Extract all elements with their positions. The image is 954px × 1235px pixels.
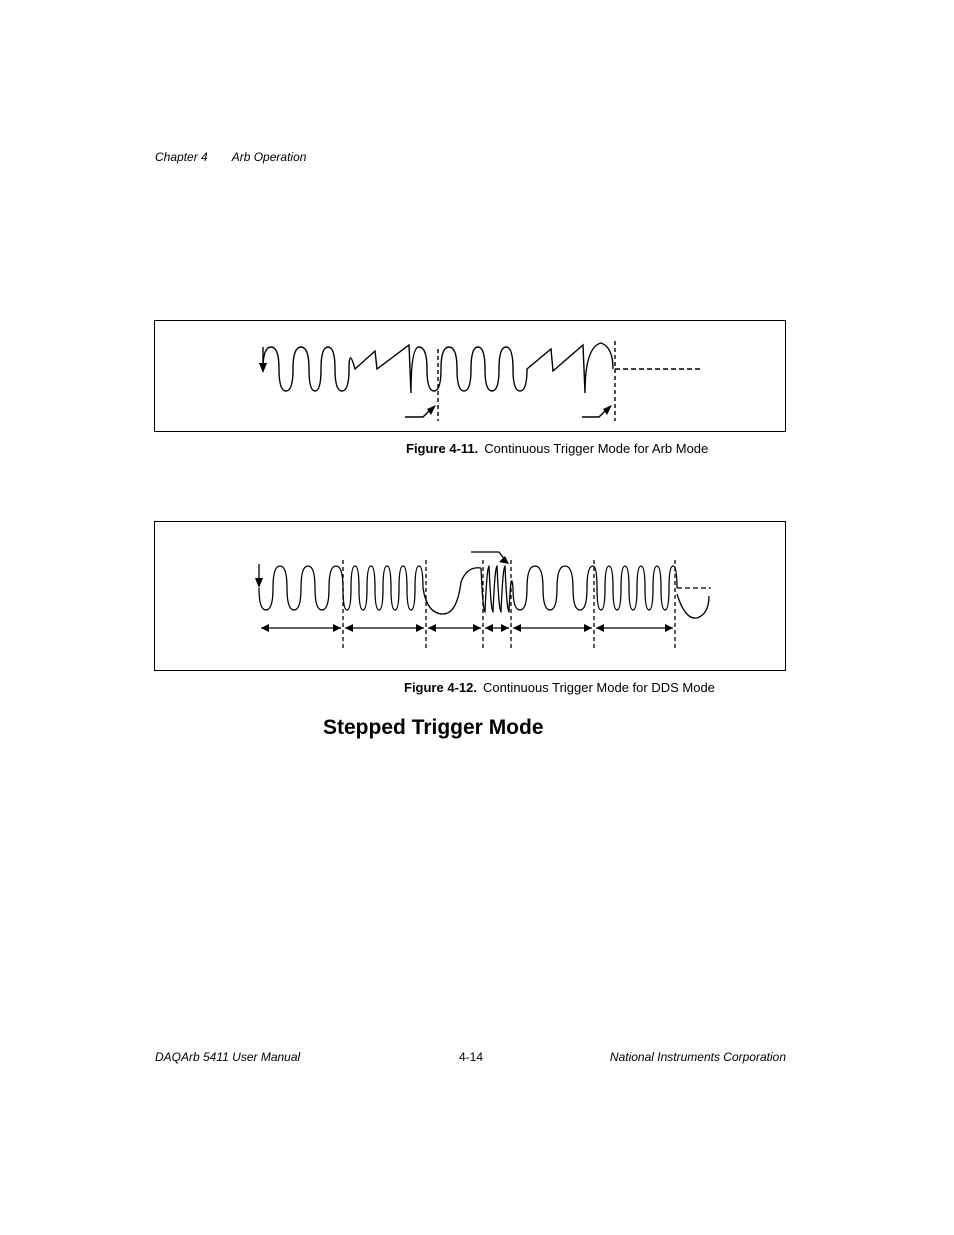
figure-4-11-title: Continuous Trigger Mode for Arb Mode — [484, 441, 709, 456]
waveform-cycle-1 — [263, 345, 434, 393]
segment-low-freq-1 — [259, 566, 343, 610]
waveform-cycle-2 — [434, 343, 613, 393]
segment-low-freq-2 — [513, 566, 593, 610]
trigger-arrowhead-1 — [427, 405, 436, 415]
figure-4-12-diagram — [154, 521, 786, 671]
trigger-arrow-1 — [405, 409, 431, 417]
chapter-label: Chapter 4 — [155, 150, 208, 164]
trigger-arrowhead-2 — [603, 405, 612, 415]
segment-tail — [677, 594, 709, 618]
trigger-arrow-2 — [582, 409, 607, 417]
trigger-arrow — [471, 552, 505, 560]
footer-company: National Instruments Corporation — [609, 1050, 786, 1064]
running-header — [155, 150, 306, 164]
arb-mode-waveform — [155, 321, 787, 433]
trigger-arrowhead — [499, 556, 509, 564]
figure-4-11-number: Figure 4-11. — [406, 441, 479, 456]
footer-page-number: 4-14 — [459, 1050, 484, 1064]
start-arrow-head — [255, 578, 263, 588]
figure-4-12-number: Figure 4-12. — [404, 680, 477, 695]
footer-manual-title: DAQArb 5411 User Manual — [155, 1050, 301, 1064]
section-heading: Stepped Trigger Mode — [323, 716, 544, 739]
dds-mode-waveform — [155, 522, 787, 672]
figure-4-12-caption — [404, 680, 715, 695]
segment-high-freq-1 — [343, 566, 423, 610]
segment-very-high-freq — [481, 566, 513, 612]
segment-very-low-freq — [423, 568, 481, 614]
figure-4-11-caption — [406, 441, 708, 456]
start-arrow-head — [259, 363, 267, 373]
figure-4-12-title: Continuous Trigger Mode for DDS Mode — [482, 680, 715, 695]
section-label: Arb Operation — [231, 150, 307, 164]
figure-4-11-diagram — [154, 320, 786, 432]
segment-high-freq-2 — [593, 566, 677, 610]
